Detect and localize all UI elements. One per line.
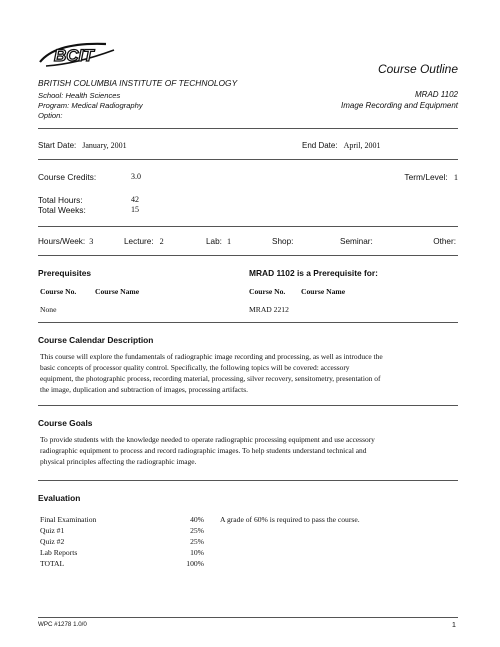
total-hours-label: Total Hours: xyxy=(38,195,83,205)
prereq-col-course-name: Course Name xyxy=(95,287,140,296)
form-id: WPC #1278 1.0/0 xyxy=(38,621,87,628)
passing-grade-note: A grade of 60% is required to pass the course. xyxy=(220,515,360,524)
goals-line: physical principles affecting the radiographic image. xyxy=(40,457,197,466)
start-date-label: Start Date: xyxy=(38,141,77,150)
seminar-label: Seminar: xyxy=(340,237,373,246)
evaluation-item-name: Lab Reports xyxy=(40,548,78,557)
hours-week-value: 3 xyxy=(89,237,94,246)
lecture-value: 2 xyxy=(159,237,164,246)
divider xyxy=(38,255,458,256)
end-date-value: April, 2001 xyxy=(343,141,381,150)
other-label: Other: xyxy=(433,237,456,246)
prerequisite-for-title: MRAD 1102 is a Prerequisite for: xyxy=(249,268,378,278)
hours-week-label: Hours/Week: xyxy=(38,237,86,246)
term-level-label: Term/Level: xyxy=(404,172,448,182)
document-type: Course Outline xyxy=(377,62,458,76)
evaluation-total-weight: 100% xyxy=(186,559,204,568)
shop-label: Shop: xyxy=(272,237,294,246)
goals-line: radiographic equipment to process and record radiographic images. To help students understand technical and xyxy=(40,446,367,455)
lab-label: Lab: xyxy=(206,237,222,246)
divider xyxy=(38,226,458,227)
prereq-for-col-course-no: Course No. xyxy=(249,287,286,296)
goals-line: To provide students with the knowledge needed to operate radiographic processing equipment and use accessory xyxy=(40,435,375,444)
evaluation-item-name: Quiz #1 xyxy=(40,526,65,535)
divider xyxy=(38,128,458,129)
lecture-label: Lecture: xyxy=(124,237,154,246)
prereq-col-course-no: Course No. xyxy=(40,287,77,296)
description-line: the image, duplication and subtraction of images, processing artifacts. xyxy=(40,385,248,394)
goals-title: Course Goals xyxy=(38,418,93,428)
school-line: School: Health Sciences xyxy=(38,91,121,100)
svg-text:BCIT: BCIT xyxy=(54,46,94,65)
lecture-hours xyxy=(124,237,164,246)
credits-label: Course Credits: xyxy=(38,172,97,182)
evaluation-total-name: TOTAL xyxy=(40,559,65,568)
evaluation-title: Evaluation xyxy=(38,493,81,503)
end-date-label: End Date: xyxy=(302,141,338,150)
prereq-value: None xyxy=(40,305,57,314)
prereq-for-col-course-name: Course Name xyxy=(301,287,346,296)
term-level-value: 1 xyxy=(453,173,458,182)
evaluation-item-weight: 10% xyxy=(190,548,204,557)
evaluation-item-weight: 25% xyxy=(190,526,204,535)
divider xyxy=(38,480,458,481)
bcit-logo xyxy=(36,40,118,68)
divider xyxy=(38,617,458,618)
course-title: Image Recording and Equipment xyxy=(341,101,458,110)
term-level xyxy=(404,172,458,182)
end-date xyxy=(302,141,380,150)
institute-name: BRITISH COLUMBIA INSTITUTE OF TECHNOLOGY xyxy=(38,78,238,88)
course-code: MRAD 1102 xyxy=(415,90,458,99)
description-line: equipment, the photographic process, recording material, processing, silver recovery, sensitometry, presentation of xyxy=(40,374,381,383)
divider xyxy=(38,322,458,323)
credits-value: 3.0 xyxy=(131,172,141,181)
description-title: Course Calendar Description xyxy=(38,335,154,345)
start-date xyxy=(38,141,127,150)
prereq-for-value: MRAD 2212 xyxy=(249,305,289,314)
program-line: Program: Medical Radiography xyxy=(38,101,143,110)
evaluation-item-name: Quiz #2 xyxy=(40,537,65,546)
lab-hours xyxy=(206,237,231,246)
total-weeks-label: Total Weeks: xyxy=(38,205,86,215)
start-date-value: January, 2001 xyxy=(82,141,127,150)
prerequisites-title: Prerequisites xyxy=(38,268,92,278)
evaluation-item-weight: 40% xyxy=(190,515,204,524)
evaluation-item-name: Final Examination xyxy=(40,515,97,524)
divider xyxy=(38,159,458,160)
divider xyxy=(38,405,458,406)
evaluation-item-weight: 25% xyxy=(190,537,204,546)
total-hours-value: 42 xyxy=(131,195,139,204)
page-number: 1 xyxy=(451,620,456,629)
lab-value: 1 xyxy=(226,237,232,246)
hours-per-week xyxy=(38,237,93,246)
description-line: This course will explore the fundamentals of radiographic image recording and processing, as well as introduce the xyxy=(40,352,383,361)
total-weeks-value: 15 xyxy=(131,205,139,214)
option-line: Option: xyxy=(38,111,63,120)
description-line: basic concepts of processor quality control. Specifically, the following topics will be covered: accessory xyxy=(40,363,350,372)
